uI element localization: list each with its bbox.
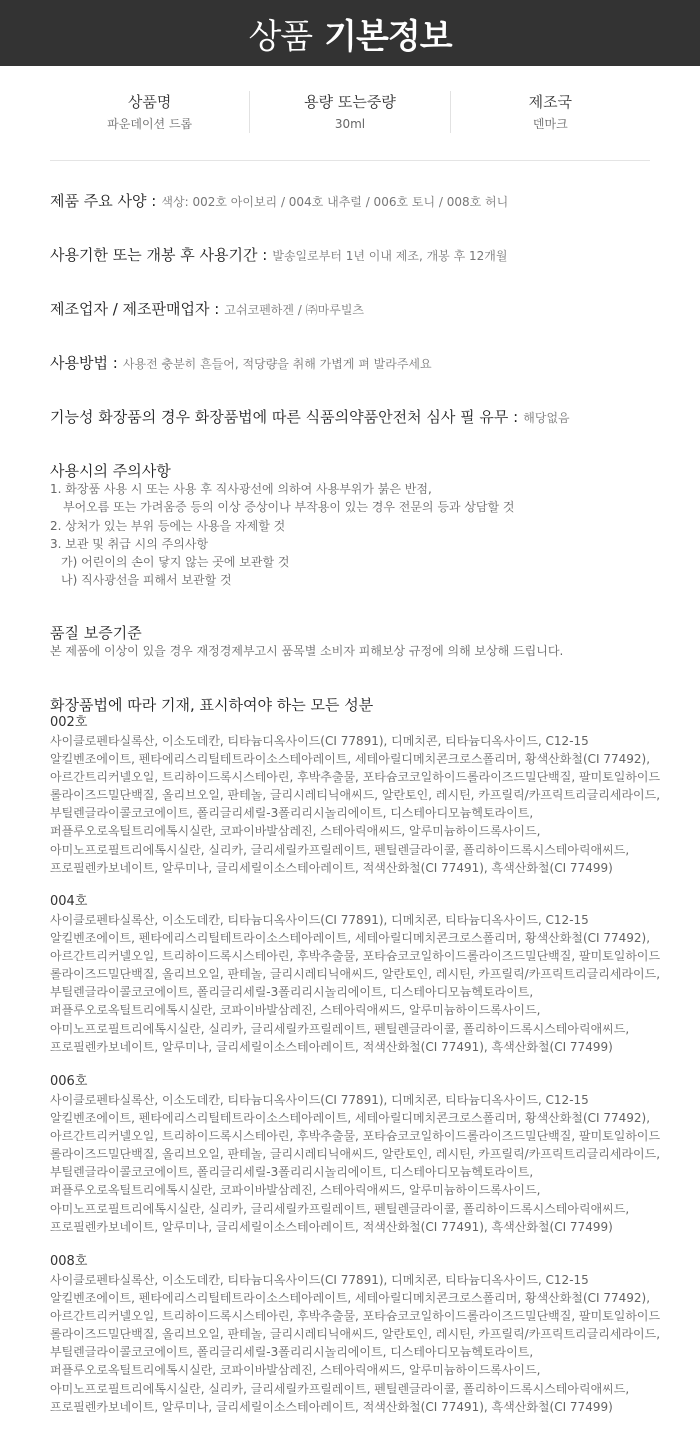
header-title-light: 상품 [248,16,313,57]
quality-text: 본 제품에 이상이 있을 경우 재정경제부고시 품목별 소비자 피해보상 규정에 의해 보상해 드립니다. [50,644,564,658]
spec-key: 제품 주요 사양 : [50,192,157,210]
ingredient-line: 퍼플루오로옥틸트리에톡시실란, 코파이바발삼레진, 스테아릭애씨드, 알루미늄하이드록사이드, [50,1183,541,1198]
caution-line: 가) 어린이의 손이 닿지 않는 곳에 보관할 것 [61,555,290,570]
ingredient-line: 사이클로펜타실록산, 이소도데칸, 티타늄디옥사이드(CI 77891), 디메치콘, 티타늄디옥사이드, C12-15 [50,1093,589,1107]
header-title-bold: 기본정보 [324,16,452,57]
summary-cell-volume [250,91,450,133]
ingredient-line: 아미노프로필트리에톡시실란, 실리카, 글리세릴카프릴레이트, 펜틸렌글라이콜, 폴리하이드록시스테아릭애씨드, [50,842,630,857]
ingredient-line: 아르간트리커넬오일, 트리하이드록시스테아린, 후박추출물, 포타슘코코일하이드롤라이즈드밀단백질, 팔미토일하이드 [50,770,661,785]
ingredient-line: 알킬벤조에이트, 펜타에리스리틸테트라이소스테아레이트, 세테아릴디메치콘크로스폴리머, 황색산화철(CI 77492), [50,1291,651,1306]
spec-value: 해당없음 [523,411,570,425]
spec-key: 제조업자 / 제조판매업자 : [50,300,220,318]
ingredient-line: 알킬벤조에이트, 펜타에리스리틸테트라이소스테아레이트, 세테아릴디메치콘크로스폴리머, 황색산화철(CI 77492), [50,931,651,946]
caution-line: 부어오름 또는 가려움증 등의 이상 증상이나 부작용이 있는 경우 전문의 등과 상담할 것 [63,500,515,515]
ingredient-line: 퍼플루오로옥틸트리에톡시실란, 코파이바발삼레진, 스테아릭애씨드, 알루미늄하이드록사이드, [50,824,541,839]
ingredient-line: 사이클로펜타실록산, 이소도데칸, 티타늄디옥사이드(CI 77891), 디메치콘, 티타늄디옥사이드, C12-15 [50,734,589,748]
ingredient-group-004 [50,893,680,1056]
ingredient-line: 아르간트리커넬오일, 트리하이드록시스테아린, 후박추출물, 포타슘코코일하이드롤라이즈드밀단백질, 팔미토일하이드 [50,949,661,964]
ingredient-line: 부틸렌글라이콜코코에이트, 폴리글리세릴-3폴리리시놀리에이트, 디스테아디모늄헥토라이트, [50,985,534,1000]
cautions-title: 사용시의 주의사항 [50,462,171,480]
spec-functional [50,406,670,427]
quality-text-block [50,642,670,660]
ingredient-line: 프로필렌카보네이트, 알루미나, 글리세릴이소스테아레이트, 적색산화철(CI 77491), 흑색산화철(CI 77499) [50,1399,613,1414]
summary-value: 30ml [334,117,366,131]
ingredient-line: 롤라이즈드밀단백질, 올리브오일, 판테놀, 글리시레티닉애씨드, 알란토인, 레시틴, 카프릴릭/카프릭트리글리세라이드, [50,967,661,982]
quality-title: 품질 보증기준 [50,624,142,642]
ingredient-group-006 [50,1073,680,1236]
shade-code: 002호 [50,715,88,730]
caution-line: 2. 상처가 있는 부위 등에는 사용을 자제할 것 [50,518,286,533]
spec-manufacturer [50,298,670,319]
spec-value: 고쉬코펜하겐 / ㈜마루빌츠 [224,303,365,317]
ingredient-line: 아미노프로필트리에톡시실란, 실리카, 글리세릴카프릴레이트, 펜틸렌글라이콜, 폴리하이드록시스테아릭애씨드, [50,1381,630,1396]
spec-key: 기능성 화장품의 경우 화장품법에 따른 식품의약품안전처 심사 필 유무 : [50,408,519,426]
spec-main-features [50,190,670,211]
divider [50,160,650,161]
ingredient-line: 아미노프로필트리에톡시실란, 실리카, 글리세릴카프릴레이트, 펜틸렌글라이콜, 폴리하이드록시스테아릭애씨드, [50,1201,630,1216]
ingredient-group-008 [50,1253,680,1416]
spec-key: 사용기한 또는 개봉 후 사용기간 : [50,246,268,264]
ingredient-line: 사이클로펜타실록산, 이소도데칸, 티타늄디옥사이드(CI 77891), 디메치콘, 티타늄디옥사이드, C12-15 [50,913,589,927]
cautions-list [50,480,670,590]
ingredient-line: 알킬벤조에이트, 펜타에리스리틸테트라이소스테아레이트, 세테아릴디메치콘크로스폴리머, 황색산화철(CI 77492), [50,1111,651,1126]
summary-cell-country [451,91,650,133]
caution-line: 3. 보관 및 취급 시의 주의사항 [50,536,209,551]
spec-usage [50,352,670,373]
ingredient-line: 아미노프로필트리에톡시실란, 실리카, 글리세릴카프릴레이트, 펜틸렌글라이콜, 폴리하이드록시스테아릭애씨드, [50,1021,630,1036]
summary-value: 파운데이션 드롭 [107,117,193,131]
spec-expiry [50,244,670,265]
caution-line: 1. 화장품 사용 시 또는 사용 후 직사광선에 의하여 사용부위가 붉은 반점, [50,482,432,496]
summary-label: 용량 또는중량 [304,93,396,111]
ingredient-line: 부틸렌글라이콜코코에이트, 폴리글리세릴-3폴리리시놀리에이트, 디스테아디모늄헥토라이트, [50,806,534,821]
ingredient-line: 프로필렌카보네이트, 알루미나, 글리세릴이소스테아레이트, 적색산화철(CI 77491), 흑색산화철(CI 77499) [50,1219,613,1234]
ingredient-line: 아르간트리커넬오일, 트리하이드록시스테아린, 후박추출물, 포타슘코코일하이드롤라이즈드밀단백질, 팔미토일하이드 [50,1309,661,1324]
spec-value: 발송일로부터 1년 이내 제조, 개봉 후 12개월 [272,249,508,263]
shade-code: 008호 [50,1254,88,1269]
ingredient-group-002 [50,714,680,877]
ingredients-title: 화장품법에 따라 기재, 표시하여야 하는 모든 성분 [50,696,374,714]
ingredient-line: 롤라이즈드밀단백질, 올리브오일, 판테놀, 글리시레티닉애씨드, 알란토인, 레시틴, 카프릴릭/카프릭트리글리세라이드, [50,1147,661,1162]
ingredient-line: 알킬벤조에이트, 펜타에리스리틸테트라이소스테아레이트, 세테아릴디메치콘크로스폴리머, 황색산화철(CI 77492), [50,752,651,767]
shade-code: 004호 [50,894,88,909]
spec-value: 색상: 002호 아이보리 / 004호 내추럴 / 006호 토니 / 008호 허니 [161,195,509,209]
ingredient-line: 롤라이즈드밀단백질, 올리브오일, 판테놀, 글리시레티닉애씨드, 알란토인, 레시틴, 카프릴릭/카프릭트리글리세라이드, [50,1327,661,1342]
summary-value: 덴마크 [532,117,568,131]
ingredient-line: 퍼플루오로옥틸트리에톡시실란, 코파이바발삼레진, 스테아릭애씨드, 알루미늄하이드록사이드, [50,1363,541,1378]
ingredient-line: 롤라이즈드밀단백질, 올리브오일, 판테놀, 글리시레티닉애씨드, 알란토인, 레시틴, 카프릴릭/카프릭트리글리세라이드, [50,788,661,803]
summary-label: 제조국 [528,93,573,111]
ingredient-line: 사이클로펜타실록산, 이소도데칸, 티타늄디옥사이드(CI 77891), 디메치콘, 티타늄디옥사이드, C12-15 [50,1273,589,1287]
spec-key: 사용방법 : [50,354,118,372]
ingredient-line: 프로필렌카보네이트, 알루미나, 글리세릴이소스테아레이트, 적색산화철(CI 77491), 흑색산화철(CI 77499) [50,860,613,875]
caution-line: 나) 직사광선을 피해서 보관할 것 [61,573,232,588]
summary-table [50,91,650,133]
ingredient-line: 부틸렌글라이콜코코에이트, 폴리글리세릴-3폴리리시놀리에이트, 디스테아디모늄헥토라이트, [50,1165,534,1180]
ingredient-line: 아르간트리커넬오일, 트리하이드록시스테아린, 후박추출물, 포타슘코코일하이드롤라이즈드밀단백질, 팔미토일하이드 [50,1129,661,1144]
spec-value: 사용전 충분히 흔들어, 적당량을 취해 가볍게 펴 발라주세요 [122,357,432,371]
ingredient-line: 프로필렌카보네이트, 알루미나, 글리세릴이소스테아레이트, 적색산화철(CI 77491), 흑색산화철(CI 77499) [50,1039,613,1054]
summary-cell-product-name [50,91,250,133]
ingredient-line: 부틸렌글라이콜코코에이트, 폴리글리세릴-3폴리리시놀리에이트, 디스테아디모늄헥토라이트, [50,1345,534,1360]
shade-code: 006호 [50,1074,88,1089]
ingredient-line: 퍼플루오로옥틸트리에톡시실란, 코파이바발삼레진, 스테아릭애씨드, 알루미늄하이드록사이드, [50,1003,541,1018]
page-header [0,0,700,66]
summary-label: 상품명 [127,93,172,111]
